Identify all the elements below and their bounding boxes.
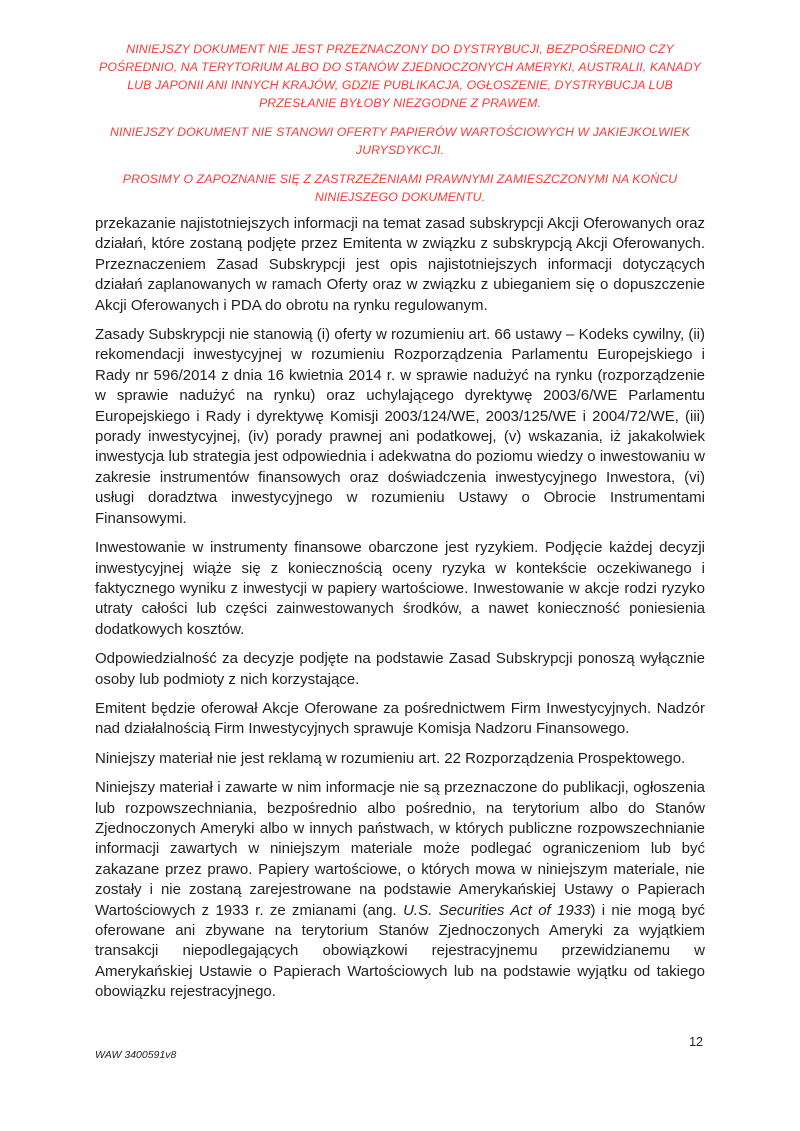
body-paragraph-issuer-supervision: Emitent będzie oferował Akcje Oferowane za pośrednictwem Firm Inwestycyjnych. Nadzór nad działalnością Firm Inwestycyjnych sprawuje Komisja Nadzoru Finansowego. [95,699,705,738]
page-number: 12 [689,1035,703,1049]
document-reference: WAW 3400591v8 [95,1049,177,1061]
body-paragraph-subscription-info: przekazanie najistotniejszych informacji na temat zasad subskrypcji Akcji Oferowanych oraz działań, które zostaną podjęte przez Emitenta w związku z subskrypcją Akcji Oferowanych. Przeznaczeniem Zasad Subskrypcji jest opis najistotniejszych informacji dotyczących działań zaplanowanych w ramach Oferty oraz w związku z ubieganiem się o dopuszczenie Akcji Oferowanych i PDA do obrotu na rynku regulowanym. [95,215,705,314]
body-paragraph-us-securities [95,778,705,1002]
red-disclaimer-block [95,40,705,217]
document-body [95,214,705,1012]
us-securities-act-italic: U.S. Securities Act of 1933 [403,901,591,919]
body-paragraph-responsibility: Odpowiedzialność za decyzje podjęte na podstawie Zasad Subskrypcji ponoszą wyłącznie osoby lub podmioty z nich korzystające. [95,650,705,688]
us-securities-lead: Niniejszy materiał i zawarte w nim informacje nie są przeznaczone do publikacji, ogłoszenia lub rozpowszechniania, bezpośrednio albo pośrednio, na terytorium albo do Stanów Zjednoczonych Ameryki albo w innych państwach, w których publiczne rozpowszechnianie informacji zawartych w niniejszym materiale może podlegać ograniczeniom lub być zakazane przez prawo. Papiery wartościowe, o których mowa w niniejszym materiale, nie zostały i nie zostaną zarejestrowane na podstawie Amerykańskiej Ustawy o Papierach Wartościowych z 1933 r. ze zmianami (ang. [95,779,705,919]
body-paragraph-investment-risk: Inwestowanie w instrumenty finansowe obarczone jest ryzykiem. Podjęcie każdej decyzji inwestycyjnej wiąże się z koniecznością oceny ryzyka w kontekście oczekiwanego i faktycznego wyniku z inwestycji w papiery wartościowe. Inwestowanie w akcje rodzi ryzyko utraty całości lub części zainwestowanych środków, a nawet konieczność poniesienia dodatkowych kosztów. [95,539,705,638]
body-paragraph-not-an-offer: Zasady Subskrypcji nie stanowią (i) oferty w rozumieniu art. 66 ustawy – Kodeks cywilny, (ii) rekomendacji inwestycyjnej w rozumieniu Rozporządzenia Parlamentu Europejskiego i Rady nr 596/2014 z dnia 16 kwietnia 2014 r. w sprawie nadużyć na rynku (rozporządzenie w sprawie nadużyć na rynku) oraz uchylającego dyrektywę 2003/6/WE Parlamentu Europejskiego i Rady i dyrektywę Komisji 2003/124/WE, 2003/125/WE i 2004/72/WE, (iii) porady inwestycyjnej, (iv) porady prawnej ani podatkowej, (v) wskazania, iż jakakolwiek inwestycja lub strategia jest odpowiednia i adekwatna do poziomu wiedzy o inwestowaniu w zakresie instrumentów finansowych oraz doświadczenia inwestycyjnego Inwestora, (vi) usługi doradztwa inwestycyjnego w rozumieniu Ustawy o Obrocie Instrumentami Finansowymi. [95,326,705,527]
us-securities-tail: ) i nie mogą być oferowane ani zbywane na terytorium Stanów Zjednoczonych Ameryki za wyjątkiem transakcji niepodlegających obowiązkowi rejestracyjnemu przewidzianemu w Amerykańskiej Ustawie o Papierach Wartościowych lub na podstawie wyjątku od takiego obowiązku rejestracyjnego. [95,901,705,1001]
body-paragraph-not-advertisement: Niniejszy materiał nie jest reklamą w rozumieniu art. 22 Rozporządzenia Prospektowego. [95,749,686,767]
disclaimer-paragraph-no-offer: NINIEJSZY DOKUMENT NIE STANOWI OFERTY PAPIERÓW WARTOŚCIOWYCH W JAKIEJKOLWIEK JURYSDYKCJI. [110,125,690,157]
disclaimer-paragraph-legal-notes: PROSIMY O ZAPOZNANIE SIĘ Z ZASTRZEŻENIAMI PRAWNYMI ZAMIESZCZONYMI NA KOŃCU NINIEJSZEGO DOKUMENTU. [122,172,678,204]
disclaimer-paragraph-distribution: NINIEJSZY DOKUMENT NIE JEST PRZEZNACZONY DO DYSTRYBUCJI, BEZPOŚREDNIO CZY POŚREDNIO, NA TERYTORIUM ALBO DO STANÓW ZJEDNOCZONYCH AMERYKI, AUSTRALII, KANADY LUB JAPONII ANI INNYCH KRAJÓW, GDZIE PUBLIKACJA, OGŁOSZENIE, DYSTRYBUCJA LUB PRZESŁANIE BYŁOBY NIEZGODNE Z PRAWEM. [99,42,701,110]
